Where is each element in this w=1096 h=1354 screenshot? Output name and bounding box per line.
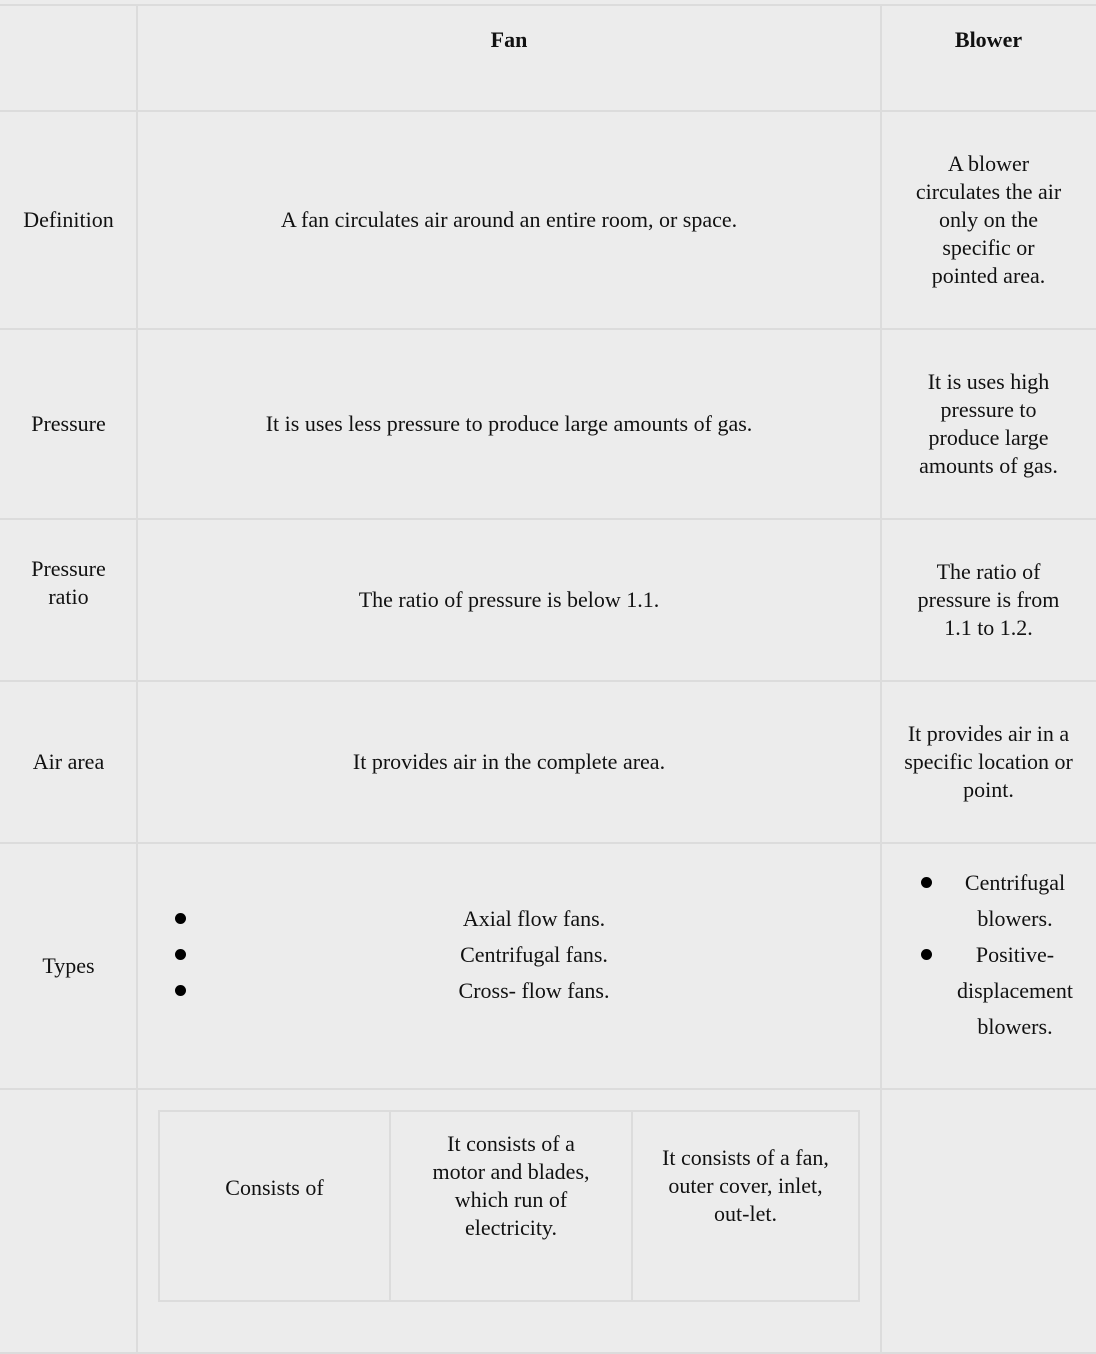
grid-h6 — [0, 1088, 1096, 1090]
blower-type-1-line2: blowers. — [977, 906, 1053, 931]
row-definition-label-cell — [0, 111, 137, 329]
blower-type-2-line3: blowers. — [977, 1014, 1053, 1039]
blower-type-1-line1: Centrifugal — [964, 870, 1066, 895]
header-empty-cell — [0, 0, 137, 111]
grid-v1 — [136, 4, 138, 1354]
row-pressure-ratio-blower-cell — [881, 519, 1096, 681]
fan-type-1: Axial flow fans. — [462, 906, 606, 931]
row-definition-blower-cell — [881, 111, 1096, 329]
fan-type-bullet-1 — [175, 913, 186, 924]
row-pressure-ratio-label-cell — [0, 519, 137, 681]
row-air-area-label-cell — [0, 681, 137, 843]
grid-h3 — [0, 518, 1096, 520]
blower-type-2-line2: displacement — [956, 978, 1074, 1003]
row-consists-empty-label-cell — [0, 1089, 137, 1354]
grid-h5 — [0, 842, 1096, 844]
fan-type-2: Centrifugal fans. — [460, 942, 608, 967]
blower-type-2-line1: Positive- — [975, 942, 1055, 967]
fan-type-bullet-3 — [175, 985, 186, 996]
row-air-area-blower-cell — [881, 681, 1096, 843]
grid-h4 — [0, 680, 1096, 682]
blower-type-bullet-1 — [921, 877, 932, 888]
row-pressure-fan-cell — [137, 329, 881, 519]
row-definition-label: Definition — [23, 207, 114, 232]
grid-v2 — [880, 4, 882, 1354]
row-air-area-fan: It provides air in the complete area. — [352, 749, 666, 774]
grid-h2 — [0, 328, 1096, 330]
row-definition-fan-cell — [137, 111, 881, 329]
row-pressure-ratio-fan-cell — [137, 519, 881, 681]
row-definition-blower: A blower circulates the air only on the specific or pointed area. — [915, 151, 1062, 288]
nested-consists-blower: It consists of a fan, outer cover, inlet, out-let. — [662, 1145, 829, 1226]
row-pressure-label: Pressure — [31, 411, 106, 436]
grid-h1 — [0, 110, 1096, 112]
row-air-area-blower: It provides air in a specific location or point. — [904, 721, 1073, 802]
header-blower-cell — [881, 0, 1096, 111]
fan-type-3: Cross- flow fans. — [458, 978, 610, 1003]
fan-type-bullet-2 — [175, 949, 186, 960]
nested-consists-label-cell — [160, 1112, 389, 1264]
row-pressure-blower: It is uses high pressure to produce large amounts of gas. — [919, 369, 1058, 478]
row-consists-right-cell — [881, 1089, 1096, 1354]
row-air-area-label: Air area — [32, 749, 105, 774]
grid-top — [0, 4, 1096, 6]
nested-consists-fan-cell — [391, 1112, 631, 1262]
row-types-label-cell — [0, 843, 137, 1089]
nested-consists-label: Consists of — [225, 1175, 324, 1200]
row-pressure-ratio-label: Pressure ratio — [31, 556, 106, 609]
row-air-area-fan-cell — [137, 681, 881, 843]
header-fan-cell — [137, 0, 881, 111]
header-blower: Blower — [954, 27, 1023, 52]
row-pressure-ratio-blower: The ratio of pressure is from 1.1 to 1.2. — [917, 559, 1060, 640]
row-pressure-blower-cell — [881, 329, 1096, 519]
nested-consists-fan: It consists of a motor and blades, which run of electricity. — [432, 1131, 590, 1240]
row-definition-fan: A fan circulates air around an entire room, or space. — [280, 207, 738, 232]
row-pressure-ratio-fan: The ratio of pressure is below 1.1. — [358, 587, 660, 612]
header-fan: Fan — [490, 27, 528, 52]
nested-consists-blower-cell — [633, 1112, 858, 1262]
row-pressure-fan: It is uses less pressure to produce large amounts of gas. — [265, 411, 753, 436]
row-pressure-label-cell — [0, 329, 137, 519]
row-types-label: Types — [42, 953, 95, 978]
blower-type-bullet-2 — [921, 949, 932, 960]
